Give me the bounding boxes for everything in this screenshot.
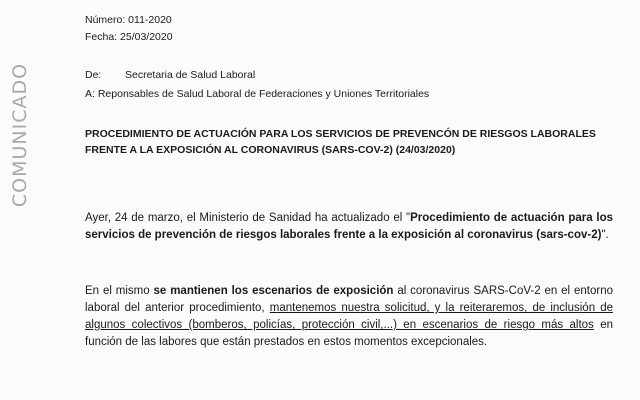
paragraph-2 <box>85 283 613 351</box>
header-from <box>85 69 255 81</box>
from-key: De: <box>85 69 102 81</box>
p1-text-c: ". <box>601 229 609 241</box>
header-to: A: Reponsables de Salud Laboral de Federaciones y Uniones Territoriales <box>85 88 430 100</box>
document-title: PROCEDIMIENTO DE ACTUACIÓN PARA LOS SERVICIOS DE PREVENCÓN DE RIESGOS LABORALES FRENTE A LA EXPOSICIÓN AL CORONAVIRUS (SARS-COV-2) (24/03/2020) <box>85 128 596 156</box>
header-fecha: Fecha: 25/03/2020 <box>85 31 173 43</box>
p2-text-d: mantenemos nuestra solicitud, y la reiteraremos, de inclusión de algunos colectivos (bomberos, policías, protección civil,...) en escenarios de riesgo más altos <box>85 302 613 331</box>
p2-text-a: En el mismo <box>85 285 154 297</box>
header-numero: Número: 011-2020 <box>85 14 172 26</box>
p2-text-b: se mantienen los escenarios de exposición <box>153 285 394 297</box>
p1-text-a: Ayer, 24 de marzo, el Ministerio de Sanidad ha actualizado el " <box>85 212 411 224</box>
p1-text-b: Procedimiento de actuación para los servicios de prevención de riesgos laborales frente a la exposición al coronavirus (sars-cov-2) <box>85 212 614 241</box>
paragraph-1 <box>85 210 613 244</box>
side-label-text: COMUNICADO <box>9 62 31 208</box>
p2-text-e: en función de las labores que están prestados en estos momentos excepcionales. <box>85 319 613 348</box>
from-value: Secretaria de Salud Laboral <box>125 69 256 81</box>
p2-text-c: al coronavirus SARS-CoV-2 en el entorno laboral del anterior procedimiento, <box>85 285 613 314</box>
side-label <box>2 40 38 230</box>
